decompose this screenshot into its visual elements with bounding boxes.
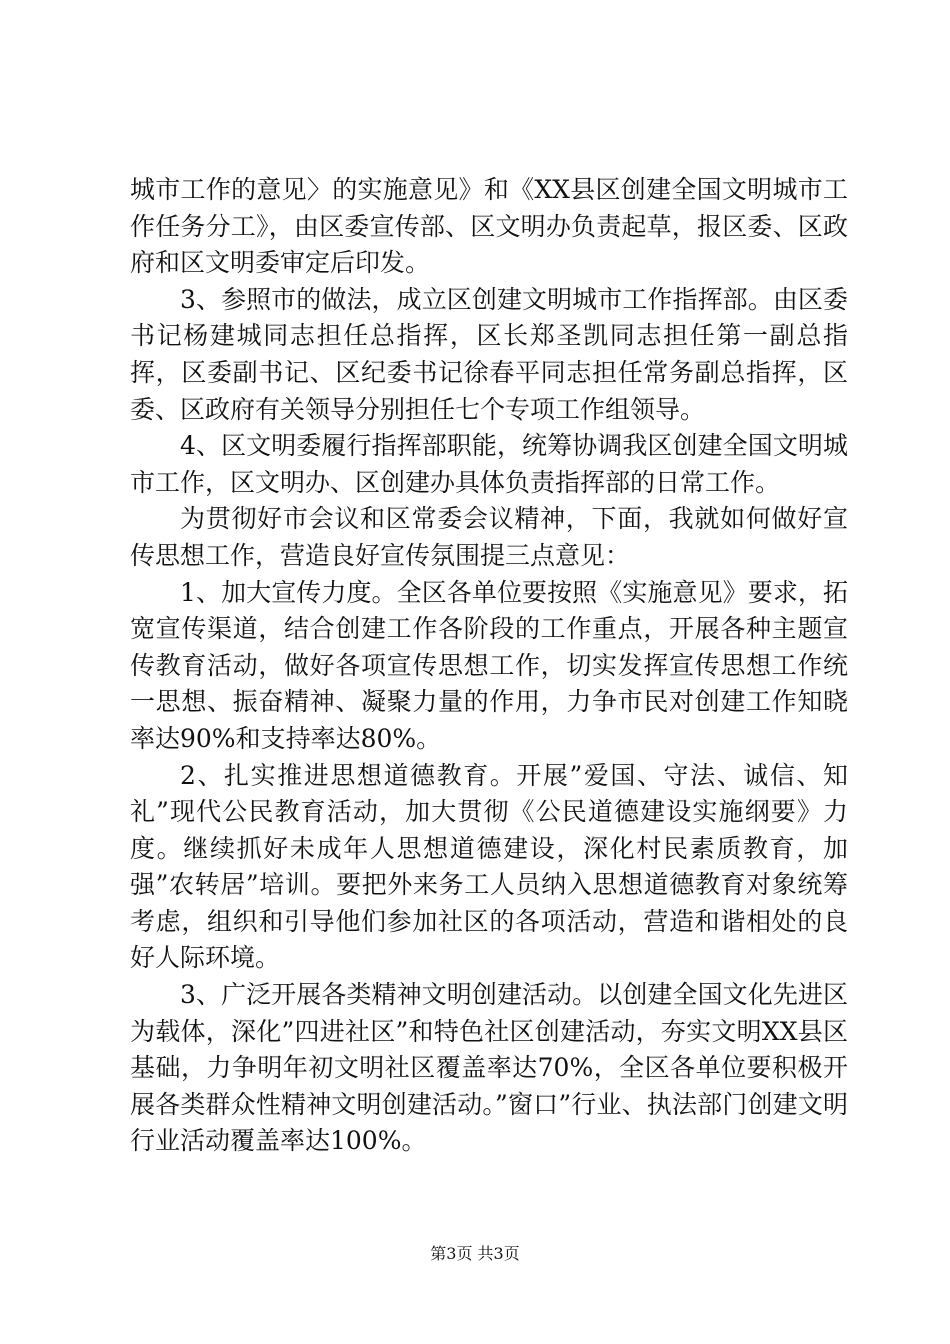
page-number-footer: 第3页 共3页: [430, 1244, 520, 1263]
paragraph-item-3-command: 3、参照市的做法，成立区创建文明城市工作指挥部。由区委书记杨建城同志担任总指挥，区长郑圣凯同志担任第一副总指挥，区委副书记、区纪委书记徐春平同志担任常务副总指挥，区委、区政府有关领导分别担任七个专项工作组领导。: [130, 284, 848, 424]
paragraph-opinion-3: 3、广泛开展各类精神文明创建活动。以创建全国文化先进区为载体，深化”四进社区”和特色社区创建活动，夯实文明XX县区基础，力争明年初文明社区覆盖率达70%，全区各单位要积极开展各类群众性精神文明创建活动。”窗口”行业、执法部门创建文明行业活动覆盖率达100%。: [130, 980, 848, 1156]
paragraph-continuation: 城市工作的意见〉的实施意见》和《XX县区创建全国文明城市工作任务分工》，由区委宣传部、区文明办负责起草，报区委、区政府和区文明委审定后印发。: [130, 175, 848, 278]
paragraph-opinion-2: 2、扎实推进思想道德教育。开展”爱国、守法、诚信、知礼”现代公民教育活动，加大贯彻《公民道德建设实施纲要》力度。继续抓好未成年人思想道德建设，深化村民素质教育，加强”农转居”培训。要把外来务工人员纳入思想道德教育对象统筹考虑，组织和引导他们参加社区的各项活动，营造和谐相处的良好人际环境。: [130, 760, 848, 973]
paragraph-opinions-intro: 为贯彻好市会议和区常委会议精神，下面，我就如何做好宣传思想工作，营造良好宣传氛围提三点意见：: [130, 504, 848, 570]
document-body: [130, 172, 848, 1160]
paragraph-opinion-1: 1、加大宣传力度。全区各单位要按照《实施意见》要求，拓宽宣传渠道，结合创建工作各阶段的工作重点，开展各种主题宣传教育活动，做好各项宣传思想工作，切实发挥宣传思想工作统一思想、振奋精神、凝聚力量的作用，力争市民对创建工作知晓率达90%和支持率达80%。: [130, 577, 848, 753]
paragraph-item-4-committee: 4、区文明委履行指挥部职能，统筹协调我区创建全国文明城市工作，区文明办、区创建办具体负责指挥部的日常工作。: [130, 431, 848, 497]
